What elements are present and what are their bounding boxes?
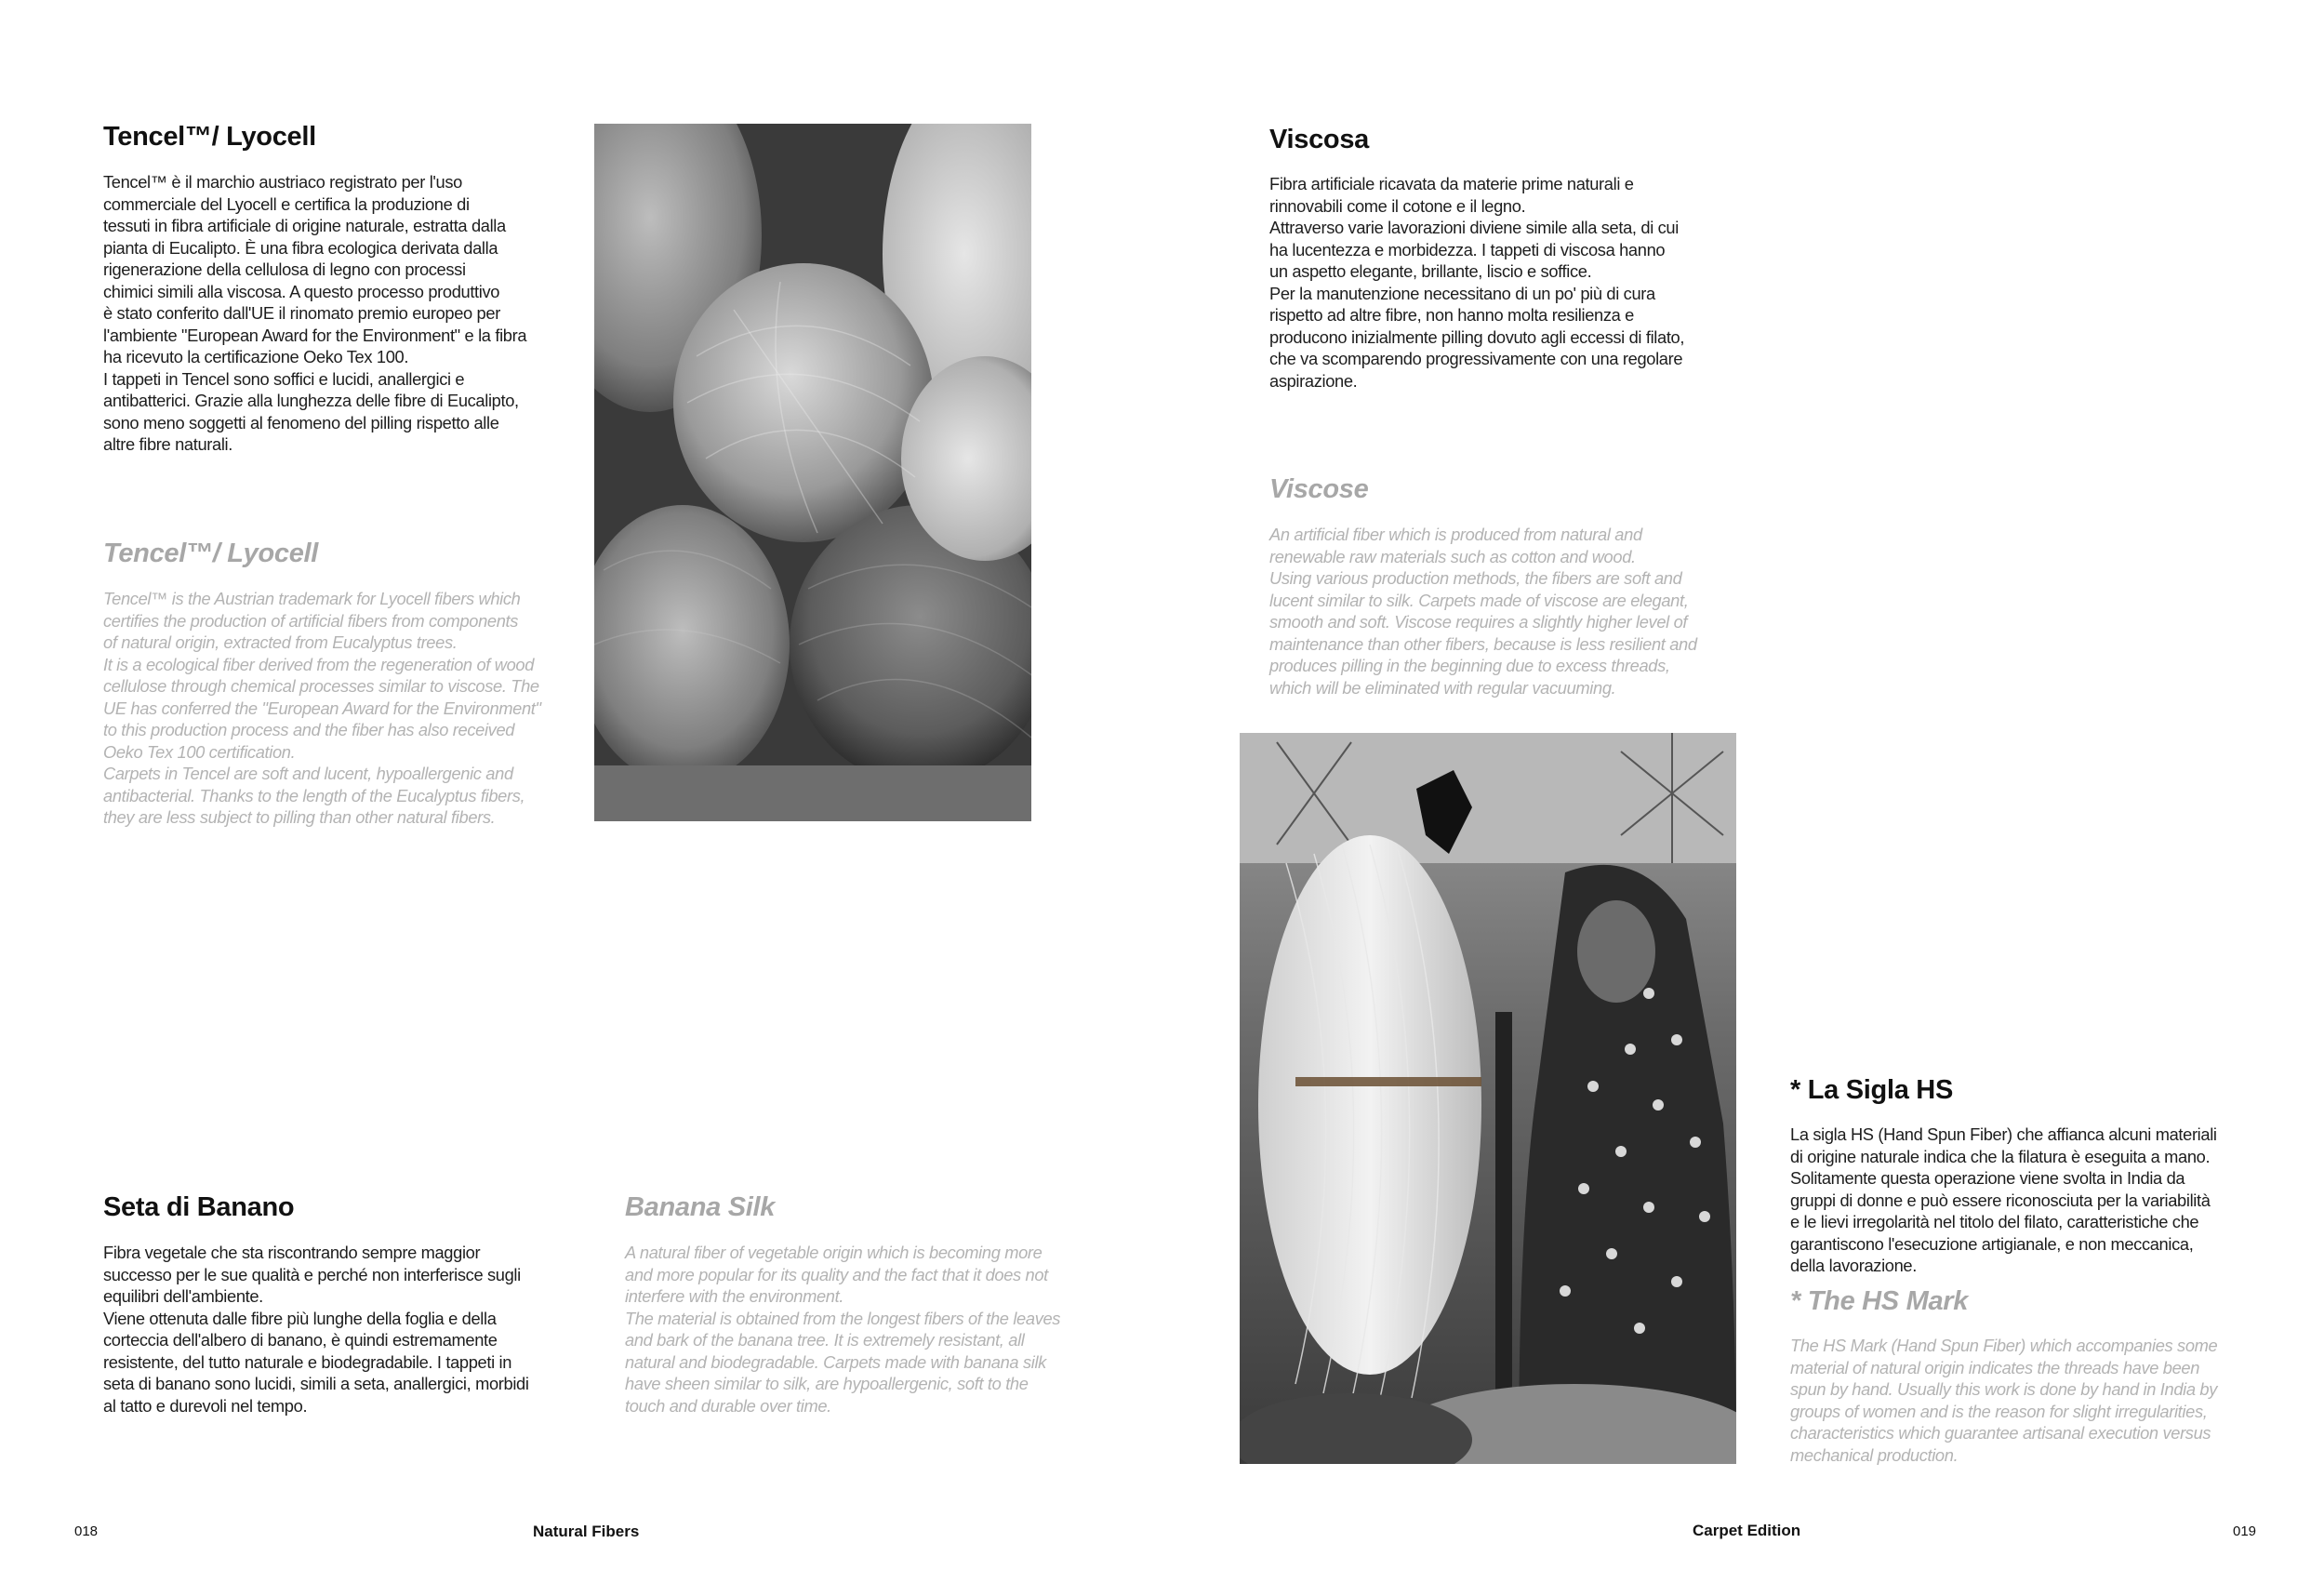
hand-spinning-photo bbox=[1240, 733, 1736, 1464]
hs-body-it: La sigla HS (Hand Spun Fiber) che affianca alcuni materiali di origine naturale indica che la filatura è eseguita a mano. Solitamente questa operazione viene svolta in India da gruppi di donne e può essere riconosciuta per la variabilità e le lievi irregolarità nel titolo del filato, caratteristiche che garantiscono l'esecuzione artigianale, e non meccanica, della lavorazione. bbox=[1790, 1124, 2217, 1275]
viscosa-section-en bbox=[1269, 473, 1716, 698]
viscosa-body-it: Fibra artificiale ricavata da materie prime naturali e rinnovabili come il cotone e il legno. Attraverso varie lavorazioni diviene simile alla seta, di cui ha lucentezza e morbidezza. I tappeti di viscosa hanno un aspetto elegante, brillante, liscio e soffice. Per la manutenzione necessitano di un po' più di cura rispetto ad altre fibre, non hanno molta resilienza e producono inizialmente pilling dovuto agli eccessi di filato, che va scomparendo progressivamente con una regolare aspirazione. bbox=[1269, 174, 1685, 391]
tencel-body-en: Tencel™ is the Austrian trademark for Lyocell fibers which certifies the production of artificial fibers from components of natural origin, extracted from Eucalyptus trees. It is a ecological fiber derived from the regeneration of wood cellulose through chemical processes similar to viscose. The UE has conferred the "European Award for the Environment" to this production process and the fiber has also received Oeko Tex 100 certification. Carpets in Tencel are soft and lucent, hypoallergenic and antibacterial. Thanks to the length of the Eucalyptus fibers, they are less subject to pilling than other natural fibers. bbox=[103, 589, 541, 827]
tencel-title-it: Tencel™/ Lyocell bbox=[103, 122, 316, 152]
tencel-title-en: Tencel™/ Lyocell bbox=[103, 539, 319, 568]
footer-section-right: Carpet Edition bbox=[1693, 1522, 1801, 1539]
footer-section-left: Natural Fibers bbox=[533, 1523, 640, 1540]
viscosa-title-en: Viscose bbox=[1269, 474, 1369, 504]
hs-title-it: * La Sigla HS bbox=[1790, 1075, 1953, 1105]
banana-section bbox=[103, 1191, 550, 1417]
banana-body-en: A natural fiber of vegetable origin which is becoming more and more popular for its quality and the fact that it does not interfere with the environment. The material is obtained from the longest fibers of the leaves and bark of the banana tree. It is extremely resistant, all natural and biodegradable. Carpets made with banana silk have sheen similar to silk, are hypoallergenic, soft to the touch and durable over time. bbox=[625, 1243, 1061, 1416]
hs-section-en bbox=[1790, 1285, 2255, 1466]
viscosa-section bbox=[1269, 124, 1716, 392]
banana-title-en: Banana Silk bbox=[625, 1192, 776, 1222]
page-number-left: 018 bbox=[74, 1523, 99, 1539]
tencel-section-en bbox=[103, 538, 550, 829]
hs-section bbox=[1790, 1074, 2255, 1277]
yarn-balls-photo bbox=[594, 124, 1031, 821]
viscosa-title-it: Viscosa bbox=[1269, 125, 1370, 154]
viscosa-body-en: An artificial fiber which is produced from natural and renewable raw materials such as cotton and wood. Using various production methods, the fibers are soft and lucent similar to silk. Carpets made of viscose are elegant, smooth and soft. Viscose requires a slightly higher level of maintenance than other fibers, because is less resilient and produces pilling in the beginning due to excess threads, which will be eliminated with regular vacuuming. bbox=[1269, 525, 1697, 698]
banana-body-it: Fibra vegetale che sta riscontrando sempre maggior successo per le sue qualità e perché non interferisce sugli equilibri dell'ambiente. Viene ottenuta dalle fibre più lunghe della foglia e della corteccia dell'albero di banano, è quindi estremamente resistente, del tutto naturale e biodegradabile. I tappeti in seta di banano sono lucidi, simili a seta, anallergici, morbidi al tatto e durevoli nel tempo. bbox=[103, 1243, 529, 1416]
hs-body-en: The HS Mark (Hand Spun Fiber) which accompanies some material of natural origin indicates the threads have been spun by hand. Usually this work is done by hand in India by groups of women and is the reason for slight irregularities, characteristics which guarantee artisanal execution versus mechanical production. bbox=[1790, 1336, 2218, 1465]
hs-title-en: * The HS Mark bbox=[1790, 1286, 1969, 1316]
tencel-body-it: Tencel™ è il marchio austriaco registrato per l'uso commerciale del Lyocell e certifica la produzione di tessuti in fibra artificiale di origine naturale, estratta dalla pianta di Eucalipto. È una fibra ecologica derivata dalla rigenerazione della cellulosa di legno con processi chimici simili alla viscosa. A questo processo produttivo è stato conferito dall'UE il rinomato premio europeo per l'ambiente "European Award for the Environment" e la fibra ha ricevuto la certificazione Oeko Tex 100. I tappeti in Tencel sono soffici e lucidi, anallergici e antibatterici. Grazie alla lunghezza delle fibre di Eucalipto, sono meno soggetti al fenomeno del pilling rispetto alle altre fibre naturali. bbox=[103, 172, 527, 454]
banana-title-it: Seta di Banano bbox=[103, 1192, 295, 1222]
page-number-right: 019 bbox=[2233, 1523, 2257, 1539]
tencel-section bbox=[103, 121, 550, 456]
banana-section-en bbox=[625, 1191, 1071, 1417]
